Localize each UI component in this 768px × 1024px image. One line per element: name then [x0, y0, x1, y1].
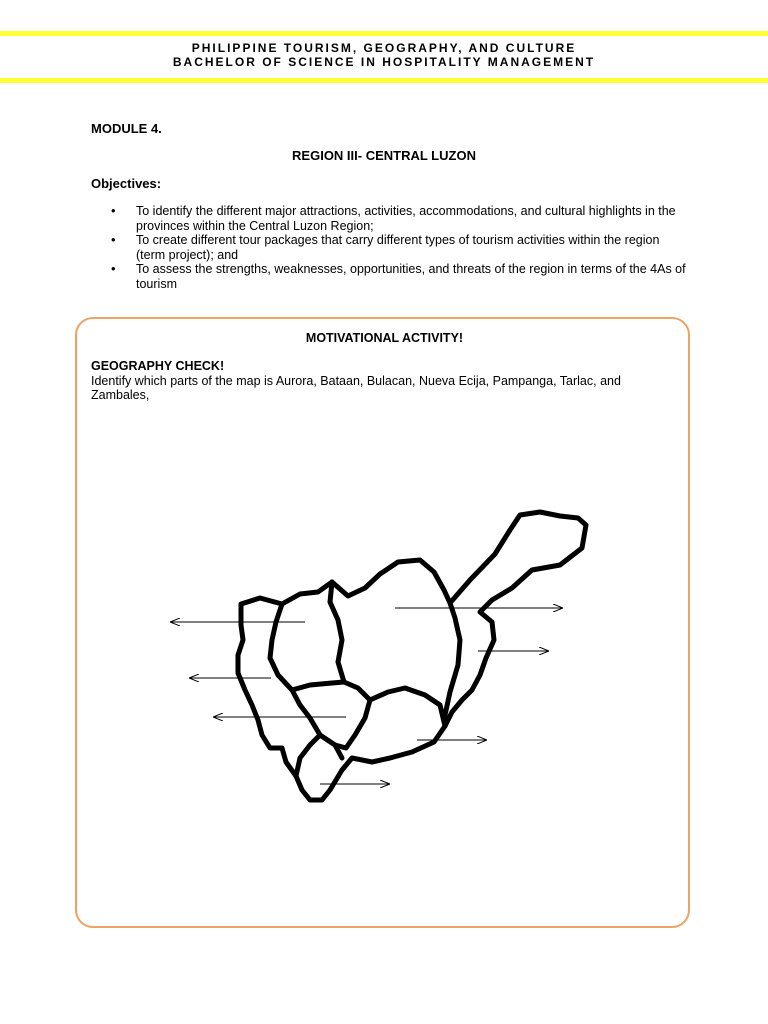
program-title: BACHELOR OF SCIENCE IN HOSPITALITY MANAGEMENT	[172, 55, 596, 69]
activity-title: MOTIVATIONAL ACTIVITY!	[305, 331, 464, 345]
module-label: MODULE 4.	[91, 121, 162, 136]
objectives-heading: Objectives:	[91, 176, 162, 191]
activity-instruction: Identify which parts of the map is Aurora, Bataan, Bulacan, Nueva Ecija, Pampanga, Tarlac, and Zambales,	[91, 374, 621, 402]
geography-check-title: GEOGRAPHY CHECK!	[91, 359, 225, 373]
map-border-tarlac-west	[270, 604, 292, 690]
region-title: REGION III- CENTRAL LUZON	[292, 148, 476, 163]
map-border-pampanga	[292, 682, 370, 748]
map-border-tarlac-east	[330, 582, 344, 682]
objective-item: • To create different tour packages that carry different types of tourism activities within the region (term project); and	[91, 233, 691, 262]
objective-item: • To identify the different major attractions, activities, accommodations, and cultural highlights in the provinces within the Central Luzon Region;	[91, 204, 691, 233]
objective-item: • To assess the strengths, weaknesses, opportunities, and threats of the region in terms of the 4As of tourism	[91, 262, 691, 291]
map-border-bataan	[292, 690, 320, 776]
map-border-bulacan	[370, 688, 445, 726]
course-title: PHILIPPINE TOURISM, GEOGRAPHY, AND CULTURE	[191, 41, 577, 55]
map-outline	[238, 512, 586, 800]
